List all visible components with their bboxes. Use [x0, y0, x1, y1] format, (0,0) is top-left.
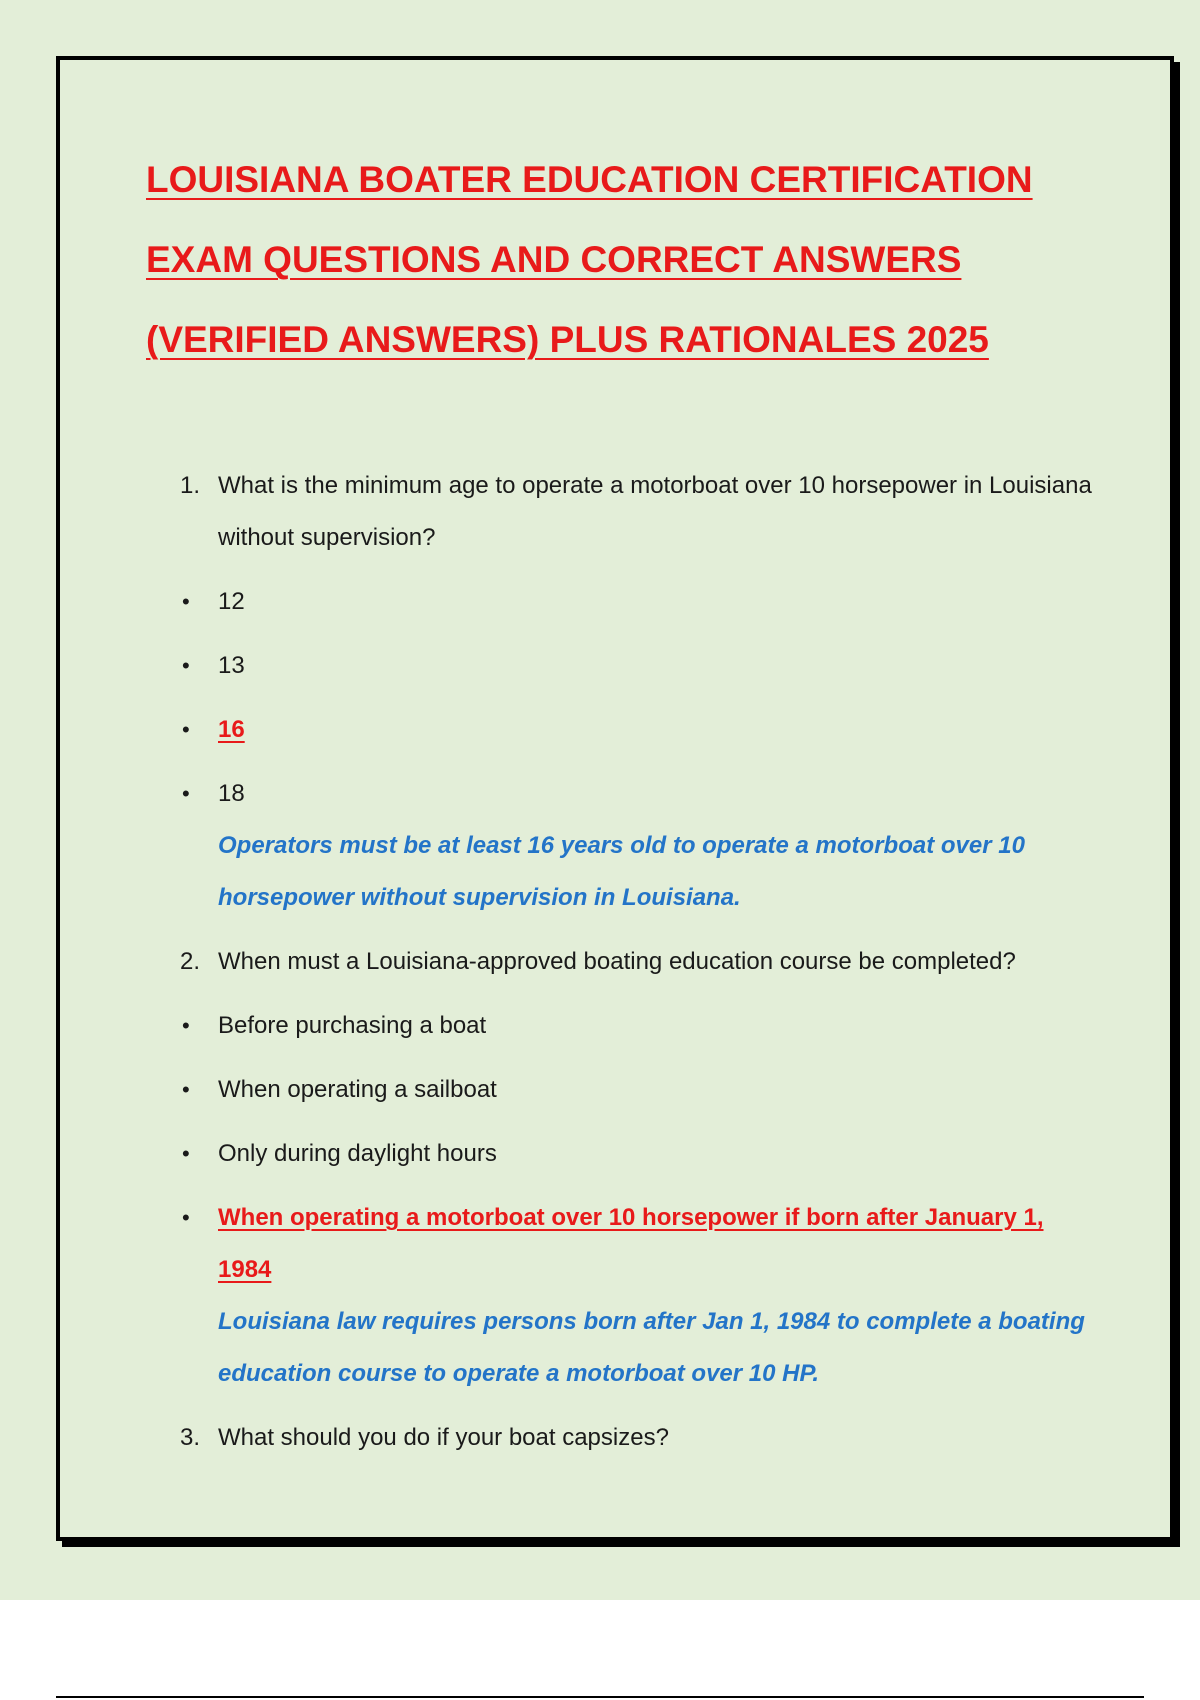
- title-line: LOUISIANA BOATER EDUCATION CERTIFICATION: [146, 159, 1033, 200]
- document-title: [146, 140, 1086, 380]
- correct-answer-option: [180, 1192, 1100, 1296]
- answer-option: [180, 576, 1100, 628]
- footer-divider: [56, 1696, 1144, 1698]
- answer-option: [180, 1000, 1100, 1052]
- option-text: When operating a motorboat over 10 horsepower if born after January 1, 1984: [218, 1204, 1044, 1283]
- question-number: 1.: [180, 472, 201, 499]
- bullet-icon: •: [182, 717, 190, 742]
- title-line: (VERIFIED ANSWERS) PLUS RATIONALES 2025: [146, 319, 989, 360]
- question-1: [180, 460, 1100, 564]
- question-2: [180, 936, 1100, 988]
- rationale-text: Operators must be at least 16 years old to operate a motorboat over 10 horsepower without supervision in Louisiana.: [218, 832, 1025, 911]
- correct-answer-option: [180, 704, 1100, 756]
- option-text: 18: [218, 780, 245, 807]
- answer-option: [180, 768, 1100, 820]
- option-text: 16: [218, 716, 245, 743]
- option-text: When operating a sailboat: [218, 1076, 497, 1103]
- question-number: 2.: [180, 948, 201, 975]
- answer-option: [180, 640, 1100, 692]
- option-text: Only during daylight hours: [218, 1140, 497, 1167]
- bullet-icon: •: [182, 589, 190, 614]
- question-text: When must a Louisiana-approved boating education course be completed?: [218, 948, 1016, 975]
- bullet-icon: •: [182, 1141, 190, 1166]
- question-text: What should you do if your boat capsizes?: [218, 1424, 669, 1451]
- answer-option: [180, 1064, 1100, 1116]
- option-text: 13: [218, 652, 245, 679]
- question-list: [180, 460, 1100, 1476]
- question-3: [180, 1412, 1100, 1464]
- bullet-icon: •: [182, 1077, 190, 1102]
- answer-option: [180, 1128, 1100, 1180]
- bullet-icon: •: [182, 1205, 190, 1230]
- rationale-text: Louisiana law requires persons born after Jan 1, 1984 to complete a boating education course to operate a motorboat over 10 HP.: [218, 1308, 1085, 1387]
- bullet-icon: •: [182, 653, 190, 678]
- option-text: Before purchasing a boat: [218, 1012, 487, 1039]
- question-number: 3.: [180, 1424, 201, 1451]
- bullet-icon: •: [182, 781, 190, 806]
- question-text: What is the minimum age to operate a motorboat over 10 horsepower in Louisiana without supervision?: [218, 472, 1092, 551]
- bullet-icon: •: [182, 1013, 190, 1038]
- option-text: 12: [218, 588, 245, 615]
- title-line: EXAM QUESTIONS AND CORRECT ANSWERS: [146, 239, 962, 280]
